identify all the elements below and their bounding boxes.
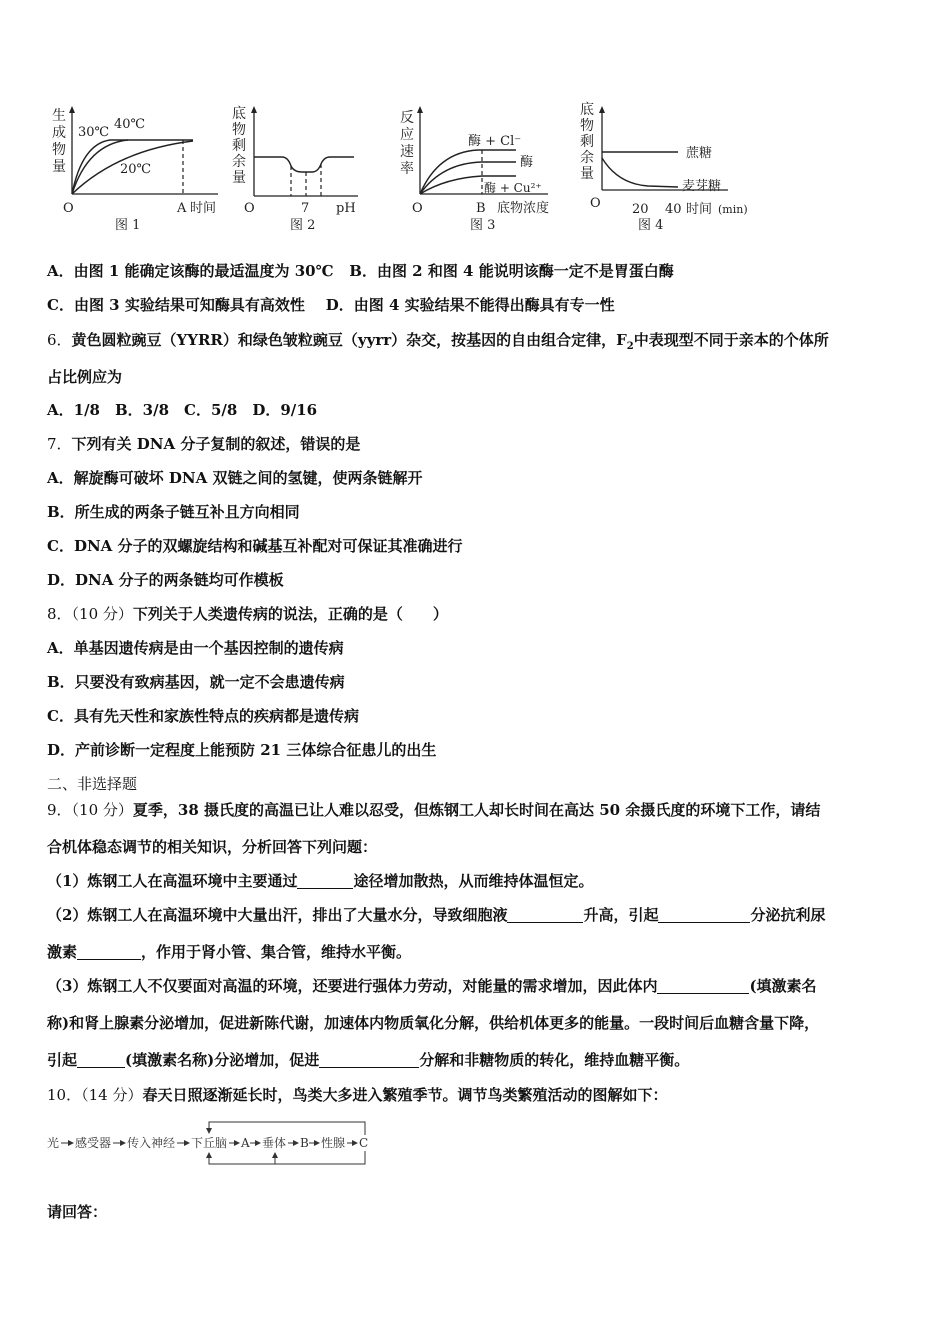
q8-option-b: B．只要没有致病基因，就一定不会患遗传病 [47, 673, 345, 691]
fig4-origin: O [590, 196, 601, 211]
q7-stem [47, 434, 360, 454]
fig4-x-tick-20: 20 [632, 202, 649, 217]
fig4-ylabel-5: 量 [580, 166, 594, 182]
fig2-curve [254, 157, 354, 172]
q9-p2-text-c: 分泌抗利尿 [750, 906, 826, 924]
q6-number: 6． [47, 331, 72, 349]
q5-option-b: B．由图 2 和图 4 能说明该酶一定不是胃蛋白酶 [349, 262, 674, 280]
fig3-label-cl: 酶 + Cl⁻ [468, 134, 522, 149]
fig2-ylabel-4: 余 [232, 154, 246, 170]
q9-part3-line3 [47, 1050, 689, 1070]
fig1-ylabel-1: 生 [52, 108, 66, 124]
feedback-top-line [209, 1122, 365, 1135]
fig1-ylabel-2: 成 [52, 125, 66, 141]
q7-option-d: D．DNA 分子的两条链均可作模板 [47, 571, 284, 589]
fig3-label-cu: 酶 + Cu²⁺ [484, 181, 542, 195]
q8-option-a: A．单基因遗传病是由一个基因控制的遗传病 [47, 639, 344, 657]
fig4-label-maltose: 麦芽糖 [682, 179, 722, 194]
q9-blank-1[interactable] [297, 872, 353, 889]
fig3-origin: O [412, 201, 423, 216]
figure-4 [578, 100, 778, 233]
q9-p3-text-b: (填激素名 [749, 977, 817, 995]
q9-blank-6[interactable] [77, 1051, 125, 1068]
fig1-label-30c: 30℃ [78, 125, 110, 140]
fig1-xlabel: 时间 [190, 201, 217, 216]
fig2-ylabel-3: 剩 [232, 138, 246, 154]
chain-node-pituitary: 垂体 [262, 1136, 287, 1150]
feedback-bottom-line-2 [209, 1153, 275, 1164]
q9-part3-line2: 称)和肾上腺素分泌增加，促进新陈代谢，加速体内物质氧化分解，供给机体更多的能量。一段时间后血糖含量下降， [47, 1014, 820, 1032]
fig3-ylabel-2: 应 [400, 127, 414, 143]
fig4-label-sucrose: 蔗糖 [686, 146, 713, 161]
q9-part3-line1 [47, 976, 817, 996]
chain-node-afferent-nerve: 传入神经 [127, 1136, 176, 1150]
answer-prompt: 请回答： [47, 1203, 108, 1221]
fig1-caption: 图 1 [115, 218, 141, 233]
q9-p2-text-b: 升高，引起 [583, 906, 659, 924]
q9-blank-2[interactable] [507, 906, 583, 923]
q9-blank-5[interactable] [657, 977, 749, 994]
q9-p1-text-a: （1）炼钢工人在高温环境中主要通过 [47, 872, 298, 890]
fig4-xunit: (min) [718, 203, 748, 216]
fig2-ylabel-2: 物 [232, 122, 246, 138]
q9-stem-line1 [47, 800, 820, 820]
q9-blank-4[interactable] [77, 943, 141, 960]
fig4-curve-maltose [602, 158, 678, 187]
fig2-ylabel-5: 量 [232, 170, 246, 186]
q6-stem-subscript: 2 [626, 341, 634, 352]
fig1-x-tick: A [177, 201, 187, 216]
chain-node-a: A [241, 1136, 250, 1150]
q6-stem-line1 [47, 330, 829, 357]
q9-p3-text-f: 分解和非糖物质的转化，维持血糖平衡。 [419, 1051, 690, 1069]
q9-part2-line1 [47, 905, 825, 925]
fig3-ylabel-3: 速 [400, 144, 414, 160]
q6-options: A．1/8 B．3/8 C．5/8 D．9/16 [47, 401, 318, 419]
fig2-ylabel-1: 底 [232, 106, 246, 122]
q7-number: 7． [47, 435, 72, 453]
q7-option-b: B．所生成的两条子链互补且方向相同 [47, 503, 300, 521]
q9-p2-text-a: （2）炼钢工人在高温环境中大量出汗，排出了大量水分，导致细胞液 [47, 906, 508, 924]
fig3-caption: 图 3 [470, 218, 496, 233]
section-heading: 二、非选择题 [47, 775, 138, 793]
fig3-ylabel-1: 反 [400, 110, 414, 126]
q6-stem-line2: 占比例应为 [47, 368, 123, 386]
figure-1 [48, 100, 238, 233]
fig3-xlabel: 底物浓度 [497, 201, 550, 216]
q8-option-c: C．具有先天性和家族性特点的疾病都是遗传病 [47, 707, 359, 725]
fig1-ylabel-4: 量 [52, 159, 66, 175]
fig4-x-tick-40: 40 [665, 202, 682, 217]
q8-option-d: D．产前诊断一定程度上能预防 21 三体综合征患儿的出生 [47, 741, 437, 759]
q9-p2-text-e: ，作用于肾小管、集合管，维持水平衡。 [141, 943, 412, 961]
fig3-ylabel-4: 率 [400, 161, 414, 177]
q10-stem-text: 春天日照逐渐延长时，鸟类大多进入繁殖季节。调节鸟类繁殖活动的图解如下： [142, 1086, 668, 1104]
fig4-caption: 图 4 [638, 218, 664, 233]
fig2-origin: O [244, 201, 255, 216]
q9-part2-line2 [47, 942, 411, 962]
q8-stem [47, 604, 448, 624]
q5-option-c: C．由图 3 实验结果可知酶具有高效性 [47, 296, 305, 314]
q6-stem-part1: 黄色圆粒豌豆（YYRR）和绿色皱粒豌豆（yyrr）杂交，按基因的自由组合定律，F [71, 331, 627, 349]
q9-p3-text-e: (填激素名称)分泌增加，促进 [125, 1051, 320, 1069]
feedback-bottom-line [275, 1151, 365, 1164]
chain-node-c: C [359, 1136, 369, 1150]
chain-node-b: B [300, 1136, 309, 1150]
chain-node-gonad: 性腺 [321, 1136, 346, 1150]
fig4-ylabel-1: 底 [580, 102, 594, 118]
fig3-label-enzyme: 酶 [520, 155, 534, 170]
fig3-x-tick: B [476, 201, 486, 216]
fig4-xlabel: 时间 [686, 202, 713, 217]
q8-number: 8．（10 分） [47, 605, 133, 623]
fig1-origin: O [63, 201, 74, 216]
fig1-ylabel-3: 物 [52, 142, 66, 158]
q9-blank-7[interactable] [319, 1051, 419, 1068]
q9-p3-text-a: （3）炼钢工人不仅要面对高温的环境，还要进行强体力劳动，对能量的需求增加，因此体内 [47, 977, 658, 995]
chain-node-light: 光 [47, 1136, 60, 1150]
figure-2 [228, 100, 388, 233]
regulation-diagram [47, 1118, 387, 1174]
fig2-x-tick: 7 [301, 201, 310, 216]
q9-number: 9．（10 分） [47, 801, 133, 819]
q9-p2-text-d: 激素 [47, 943, 78, 961]
fig2-xlabel: pH [336, 201, 356, 216]
q9-part1 [47, 871, 593, 891]
q5-options-row2 [47, 295, 615, 315]
q7-option-c: C．DNA 分子的双螺旋结构和碱基互补配对可保证其准确进行 [47, 537, 463, 555]
q5-option-d: D．由图 4 实验结果不能得出酶具有专一性 [325, 296, 615, 314]
fig4-ylabel-4: 余 [580, 150, 594, 166]
fig1-label-40c: 40℃ [114, 117, 146, 132]
chain-node-hypothalamus: 下丘脑 [191, 1136, 228, 1150]
q9-p3-text-d: 引起 [47, 1051, 78, 1069]
q5-options-row1 [47, 261, 674, 281]
q9-blank-3[interactable] [658, 906, 750, 923]
q6-stem-part2: 中表现型不同于亲本的个体所 [633, 331, 829, 349]
q8-stem-text: 下列关于人类遗传病的说法，正确的是（ ） [132, 605, 448, 623]
q9-p1-text-b: 途径增加散热，从而维持体温恒定。 [353, 872, 594, 890]
q10-number: 10．（14 分） [47, 1086, 143, 1104]
fig1-label-20c: 20℃ [120, 162, 152, 177]
q9-stem-text: 夏季，38 摄氏度的高温已让人难以忍受，但炼钢工人却长时间在高达 50 余摄氏度的环境下工作，请结 [132, 801, 821, 819]
fig4-ylabel-3: 剩 [580, 134, 594, 150]
q5-option-a: A．由图 1 能确定该酶的最适温度为 30℃ [47, 262, 334, 280]
q10-stem [47, 1085, 667, 1105]
chain-node-receptor: 感受器 [75, 1136, 112, 1150]
fig2-caption: 图 2 [290, 218, 316, 233]
fig4-ylabel-2: 物 [580, 118, 594, 134]
q9-stem-line2: 合机体稳态调节的相关知识，分析回答下列问题： [47, 838, 378, 856]
figure-3 [398, 100, 578, 233]
q7-stem-text: 下列有关 DNA 分子复制的叙述，错误的是 [71, 435, 361, 453]
q7-option-a: A．解旋酶可破坏 DNA 双链之间的氢键，使两条链解开 [47, 469, 423, 487]
